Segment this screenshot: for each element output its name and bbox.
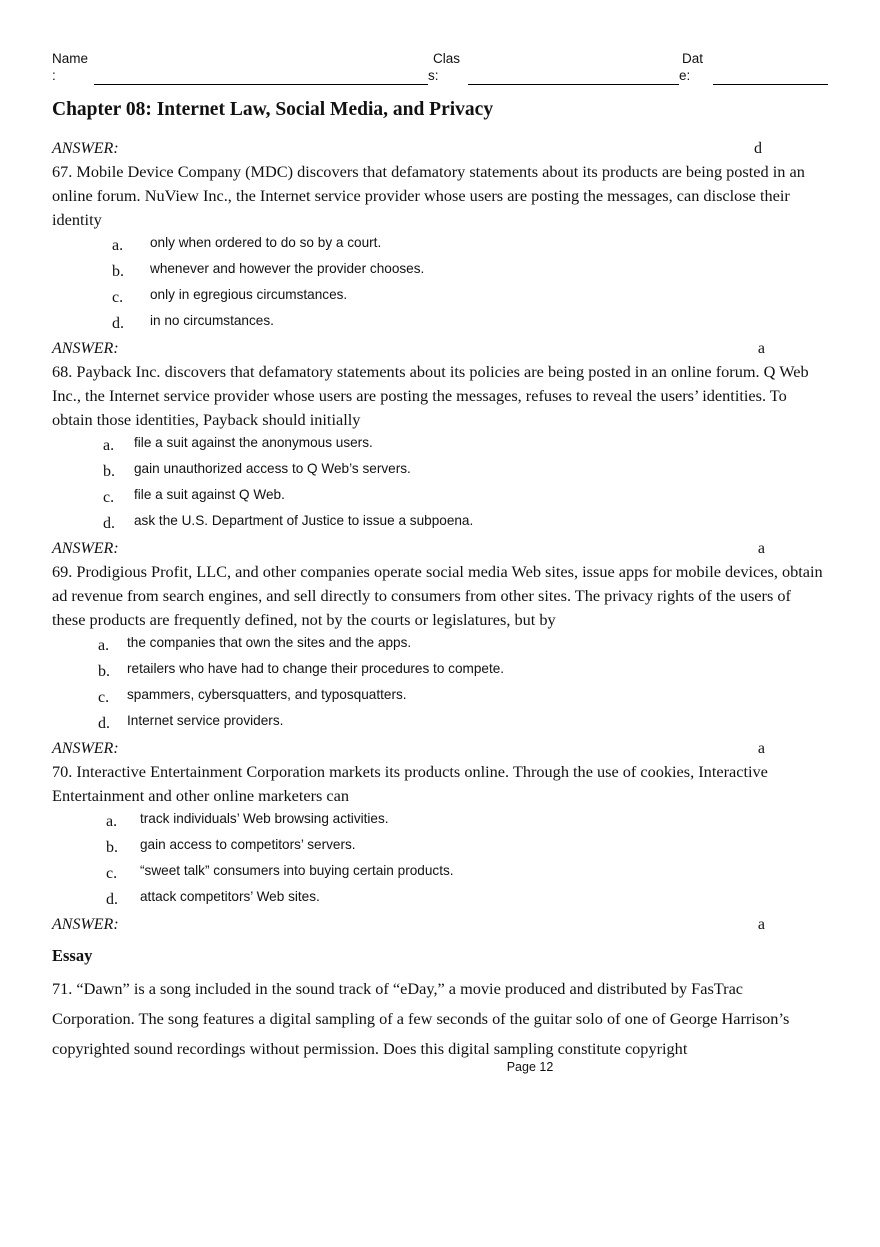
question-stem: 68. Payback Inc. discovers that defamatory statements about its policies are being posted in an online forum. Q Web Inc., the Internet service provider whose users are posting the messages, refuses to reveal the users’ identities. To obtain those identities, Payback should initially [52, 362, 809, 429]
option-b [52, 836, 828, 862]
answer-label: ANSWER: [52, 140, 119, 157]
option-d [52, 512, 828, 538]
option-text: “sweet talk” consumers into buying certain products. [140, 863, 454, 878]
options-list [52, 434, 828, 538]
option-c [52, 486, 828, 512]
page-number: Page 12 [506, 1060, 554, 1074]
option-letter: c. [112, 289, 124, 306]
option-letter: a. [106, 813, 118, 830]
question-68 [52, 360, 828, 560]
answer-row [52, 138, 828, 160]
option-text: ask the U.S. Department of Justice to issue a subpoena. [134, 513, 474, 528]
answer-label: ANSWER: [52, 340, 119, 357]
answer-label: ANSWER: [52, 540, 119, 557]
option-text: in no circumstances. [150, 313, 274, 328]
option-letter: d. [98, 715, 110, 732]
question-69 [52, 560, 828, 760]
answer-value: a [757, 540, 765, 557]
option-a [52, 810, 828, 836]
option-b [52, 660, 828, 686]
class-colon: s: [428, 68, 439, 83]
option-d [52, 888, 828, 914]
name-colon: : [52, 68, 56, 83]
option-b [52, 460, 828, 486]
option-text: retailers who have had to change their procedures to compete. [127, 661, 505, 676]
essay-question: 71. “Dawn” is a song included in the sound track of “eDay,” a movie produced and distributed by FasTrac Corporation. The song features a digital sampling of a few seconds of the guitar solo of one of George Harrison’s copyrighted sound recordings without permission. Does this digital sampling constitute copyright [52, 979, 790, 1058]
date-label: Dat [682, 51, 704, 66]
class-blank-line [468, 84, 679, 85]
question-stem: 69. Prodigious Profit, LLC, and other companies operate social media Web sites, issue apps for mobile devices, obtain ad revenue from search engines, and sell directly to consumers from other sites. The privacy rights of the users of these products are frequently defined, not by the courts or legislatures, but by [52, 562, 823, 629]
answer-row [52, 738, 828, 760]
option-letter: b. [112, 263, 124, 280]
option-text: only when ordered to do so by a court. [150, 235, 382, 250]
answer-value: a [757, 740, 765, 757]
answer-value: a [757, 340, 765, 357]
answer-row [52, 538, 828, 560]
date-blank-line [713, 84, 828, 85]
option-letter: a. [103, 437, 115, 454]
answer-label: ANSWER: [52, 916, 119, 933]
option-text: file a suit against the anonymous users. [134, 435, 373, 450]
option-text: the companies that own the sites and the apps. [127, 635, 412, 650]
option-b [52, 260, 828, 286]
option-letter: d. [106, 891, 118, 908]
question-70 [52, 760, 828, 936]
option-d [52, 712, 828, 738]
option-text: whenever and however the provider chooses. [150, 261, 425, 276]
answer-value: a [757, 916, 765, 933]
option-text: gain access to competitors’ servers. [140, 837, 356, 852]
name-label: Name [52, 51, 89, 66]
option-d [52, 312, 828, 338]
date-colon: e: [679, 68, 691, 83]
option-a [52, 434, 828, 460]
date-field-label [679, 50, 703, 84]
question-67 [52, 160, 828, 360]
options-list [52, 234, 828, 338]
answer-row [52, 914, 828, 936]
options-list [52, 634, 828, 738]
option-text: file a suit against Q Web. [134, 487, 285, 502]
option-letter: b. [103, 463, 115, 480]
question-content [52, 138, 828, 1064]
option-c [52, 862, 828, 888]
option-a [52, 234, 828, 260]
option-text: gain unauthorized access to Q Web’s servers. [134, 461, 411, 476]
option-text: Internet service providers. [127, 713, 284, 728]
answer-label: ANSWER: [52, 740, 119, 757]
option-c [52, 286, 828, 312]
essay-heading: Essay [52, 946, 93, 965]
option-letter: d. [103, 515, 115, 532]
option-text: track individuals’ Web browsing activities. [140, 811, 389, 826]
option-letter: c. [98, 689, 110, 706]
chapter-title: Chapter 08: Internet Law, Social Media, and Privacy [52, 99, 494, 120]
name-blank-line [94, 84, 428, 85]
option-letter: c. [106, 865, 118, 882]
answer-row [52, 338, 828, 360]
answer-value: d [754, 140, 762, 157]
option-text: only in egregious circumstances. [150, 287, 348, 302]
option-letter: a. [112, 237, 124, 254]
option-letter: c. [103, 489, 115, 506]
question-stem: 70. Interactive Entertainment Corporation markets its products online. Through the use of cookies, Interactive Entertainment and other online marketers can [52, 762, 768, 805]
name-field-label [52, 50, 88, 84]
class-label: Clas [433, 51, 461, 66]
option-letter: b. [106, 839, 118, 856]
option-letter: d. [112, 315, 124, 332]
option-c [52, 686, 828, 712]
class-field-label [428, 50, 460, 84]
option-letter: b. [98, 663, 110, 680]
option-letter: a. [98, 637, 110, 654]
question-stem: 67. Mobile Device Company (MDC) discovers that defamatory statements about its products are being posted in an online forum. NuView Inc., the Internet service provider whose users are posting the messages, can disclose their identity [52, 162, 805, 229]
option-text: attack competitors’ Web sites. [140, 889, 320, 904]
option-text: spammers, cybersquatters, and typosquatters. [127, 687, 407, 702]
option-a [52, 634, 828, 660]
options-list [52, 810, 828, 914]
